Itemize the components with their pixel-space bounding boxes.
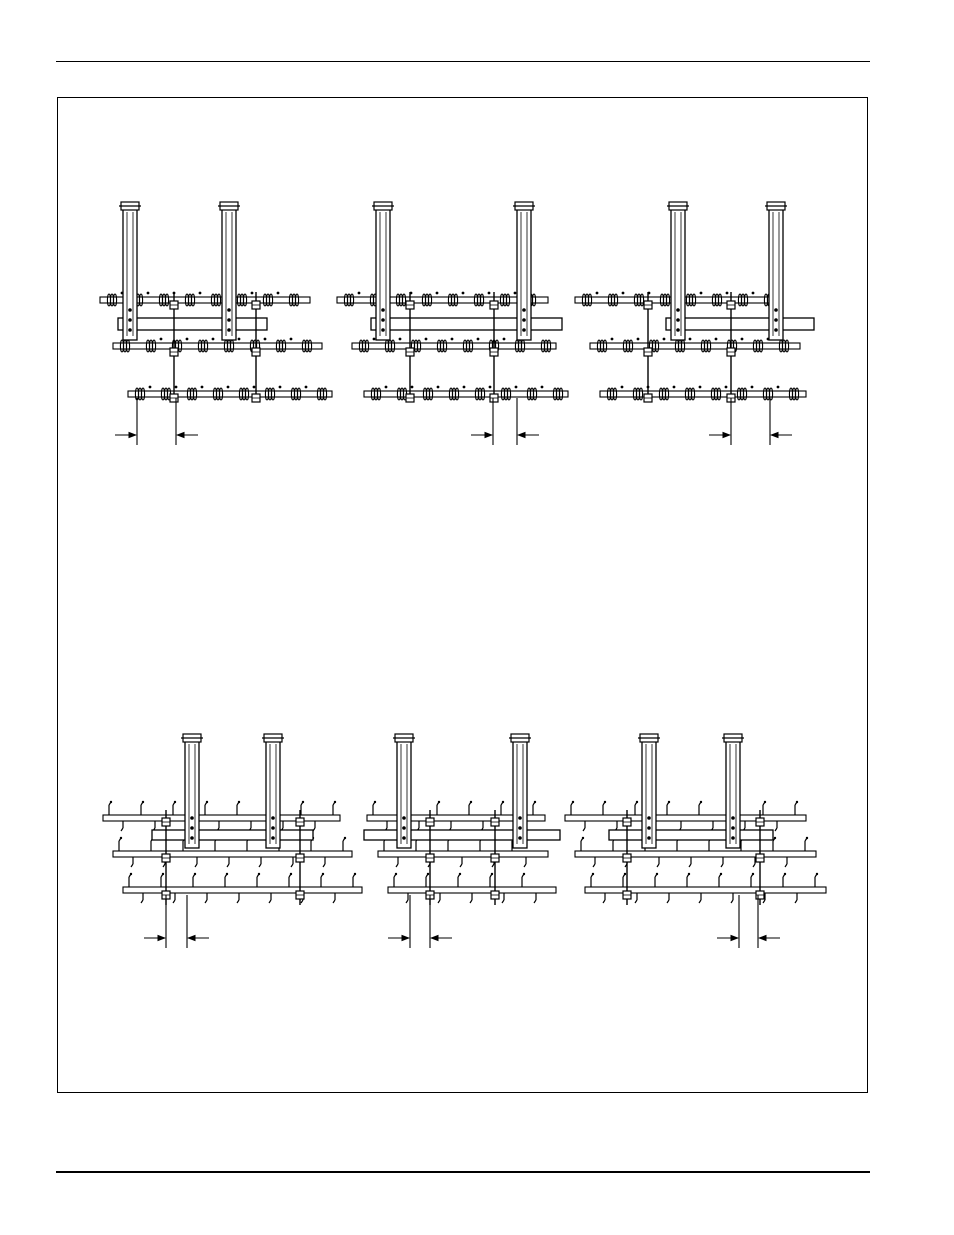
offset-diagram-bottom-center xyxy=(364,734,560,948)
offset-diagram-bottom-left xyxy=(103,734,362,948)
offset-diagram-top-left xyxy=(100,202,332,445)
offset-diagram-bottom-right xyxy=(565,734,826,948)
offset-diagram-top-right xyxy=(575,202,814,445)
offset-diagram-top-center xyxy=(337,202,568,445)
